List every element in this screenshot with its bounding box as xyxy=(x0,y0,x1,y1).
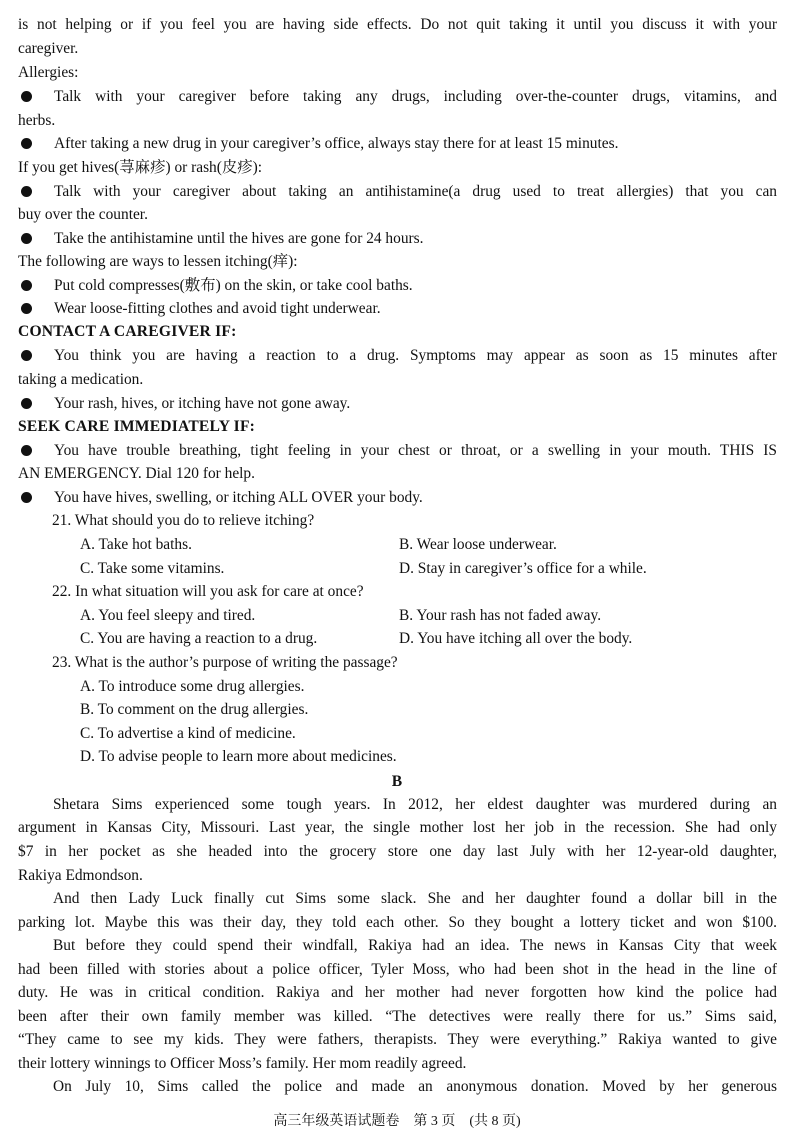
paragraph-line: “They came to see my kids. They were fathers, therapists. They were everything.” Rakiya wanted to give xyxy=(18,1031,777,1048)
text-line: The following are ways to lessen itching(痒): xyxy=(18,253,298,270)
section-b-heading: B xyxy=(391,773,403,790)
text-line: buy over the counter. xyxy=(18,206,148,223)
paragraph-line: had been filled with stories about a police officer, Tyler Moss, who had been shot in the head in the line of xyxy=(18,961,777,978)
paragraph-line: Shetara Sims experienced some tough years. In 2012, her eldest daughter was murdered during an xyxy=(53,796,777,813)
question-stem: 22. In what situation will you ask for care at once? xyxy=(52,583,364,600)
paragraph-line: $7 in her pocket as she headed into the grocery store one day last July with her 12-year-old daughter, xyxy=(18,843,777,860)
question-stem: 21. What should you do to relieve itching? xyxy=(52,512,315,529)
bullet-icon xyxy=(21,492,32,503)
text-line: taking a medication. xyxy=(18,371,144,388)
paragraph-line: been after their own family member was killed. “The detectives were really there for us.” Sims said, xyxy=(18,1008,777,1025)
bullet-icon xyxy=(21,280,32,291)
bullet-text: You have hives, swelling, or itching ALL OVER your body. xyxy=(54,489,423,506)
paragraph-line: And then Lady Luck finally cut Sims some slack. She and her daughter found a dollar bill in the xyxy=(53,890,777,907)
text-line: caregiver. xyxy=(18,40,79,57)
bullet-icon xyxy=(21,186,32,197)
answer-option[interactable]: D. You have itching all over the body. xyxy=(399,630,633,647)
answer-option[interactable]: D. To advise people to learn more about medicines. xyxy=(80,748,397,765)
bullet-icon xyxy=(21,303,32,314)
bullet-icon xyxy=(21,91,32,102)
bullet-text: Talk with your caregiver about taking an antihistamine(a drug used to treat allergies) that you can xyxy=(54,183,777,200)
bullet-icon xyxy=(21,445,32,456)
answer-option[interactable]: B. Your rash has not faded away. xyxy=(399,607,602,624)
paragraph-line: On July 10, Sims called the police and made an anonymous donation. Moved by her generous xyxy=(53,1078,777,1095)
bullet-text: You think you are having a reaction to a drug. Symptoms may appear as soon as 15 minutes after xyxy=(54,347,777,364)
bullet-text: Your rash, hives, or itching have not gone away. xyxy=(54,395,351,412)
bullet-icon xyxy=(21,138,32,149)
bullet-text: Talk with your caregiver before taking any drugs, including over-the-counter drugs, vitamins, and xyxy=(54,88,777,105)
bullet-text: After taking a new drug in your caregiver’s office, always stay there for at least 15 minutes. xyxy=(54,135,619,152)
answer-option[interactable]: A. You feel sleepy and tired. xyxy=(80,607,256,624)
answer-option[interactable]: B. Wear loose underwear. xyxy=(399,536,557,553)
bullet-text: Take the antihistamine until the hives are gone for 24 hours. xyxy=(54,230,424,247)
section-heading: SEEK CARE IMMEDIATELY IF: xyxy=(18,418,256,435)
answer-option[interactable]: C. Take some vitamins. xyxy=(80,560,225,577)
answer-option[interactable]: C. You are having a reaction to a drug. xyxy=(80,630,318,647)
bullet-icon xyxy=(21,233,32,244)
paragraph-line: But before they could spend their windfall, Rakiya had an idea. The news in Kansas City that week xyxy=(53,937,777,954)
question-stem: 23. What is the author’s purpose of writing the passage? xyxy=(52,654,398,671)
page-footer: 高三年级英语试题卷 第 3 页 (共 8 页) xyxy=(273,1114,521,1129)
paragraph-line: their lottery winnings to Officer Moss’s family. Her mom readily agreed. xyxy=(18,1055,467,1072)
paragraph-line: parking lot. Maybe this was their day, they told each other. So they bought a lottery ticket and won $100. xyxy=(18,914,777,931)
text-line: herbs. xyxy=(18,112,56,129)
bullet-text: Put cold compresses(敷布) on the skin, or take cool baths. xyxy=(54,277,413,294)
bullet-icon xyxy=(21,350,32,361)
bullet-icon xyxy=(21,398,32,409)
text-line: If you get hives(荨麻疹) or rash(皮疹): xyxy=(18,159,263,176)
paragraph-line: duty. He was in critical condition. Rakiya and her mother had never forgotten how kind the police had xyxy=(18,984,777,1001)
bullet-text: Wear loose-fitting clothes and avoid tight underwear. xyxy=(54,300,381,317)
answer-option[interactable]: A. Take hot baths. xyxy=(80,536,192,553)
paragraph-line: Rakiya Edmondson. xyxy=(18,867,143,884)
answer-option[interactable]: A. To introduce some drug allergies. xyxy=(80,678,305,695)
answer-option[interactable]: B. To comment on the drug allergies. xyxy=(80,701,309,718)
answer-option[interactable]: D. Stay in caregiver’s office for a while. xyxy=(399,560,647,577)
paragraph-line: argument in Kansas City, Missouri. Last year, the single mother lost her job in the recession. She had only xyxy=(18,819,777,836)
text-line: Allergies: xyxy=(18,64,79,81)
text-line: is not helping or if you feel you are having side effects. Do not quit taking it until you discuss it with your xyxy=(18,16,777,33)
answer-option[interactable]: C. To advertise a kind of medicine. xyxy=(80,725,296,742)
bullet-text: You have trouble breathing, tight feeling in your chest or throat, or a swelling in your mouth. THIS IS xyxy=(54,442,777,459)
section-heading: CONTACT A CAREGIVER IF: xyxy=(18,323,237,340)
text-line: AN EMERGENCY. Dial 120 for help. xyxy=(18,465,255,482)
